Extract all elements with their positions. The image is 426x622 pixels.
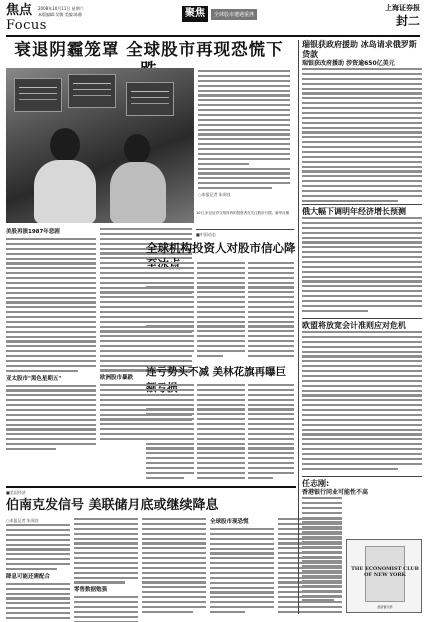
- bottom-col4: [210, 518, 274, 616]
- article-text: [142, 518, 206, 613]
- article-heading: 亚太股市"黑色星期五": [6, 375, 62, 382]
- bottom-kicker: [6, 490, 106, 496]
- masthead-right: [385, 4, 420, 29]
- focus-box: 聚焦: [182, 6, 208, 22]
- focus-banner: [182, 6, 257, 22]
- article-text: [248, 384, 294, 479]
- page-header: [6, 4, 420, 34]
- kicker: ■中国动态: [196, 232, 216, 237]
- article-text: [248, 262, 294, 357]
- article-headline: 连亏势头不减 美林花旗再曝巨: [146, 366, 287, 378]
- center-article-2-col2: [197, 384, 245, 482]
- monitor-icon: [14, 78, 62, 112]
- bottom-col1: [6, 518, 70, 622]
- right-headline: 瑞银获政府援助 冰岛请求俄罗斯贷款: [302, 40, 417, 59]
- lead-article: [198, 70, 290, 198]
- article-text: [6, 524, 70, 570]
- main-headline: 衰退阴霾笼罩 全球股市再现恐慌下: [14, 40, 284, 59]
- person-body: [34, 160, 96, 223]
- article-text: [302, 497, 342, 602]
- article-text: [6, 583, 70, 622]
- center-article-1-col3: [248, 262, 294, 360]
- right-item-4: [302, 479, 422, 604]
- issue-date: 2008年10月11日 星期六: [38, 6, 84, 11]
- center-article-2-col3: [248, 384, 294, 482]
- article-text: [6, 238, 96, 372]
- article-text: [302, 68, 422, 202]
- photo-caption: 10日,东京证券交易所内的投资者在关注股市行情。新华社图: [196, 211, 290, 215]
- article-heading: 美股再演1987年悲剧: [6, 229, 60, 235]
- article-text: [74, 596, 138, 622]
- person-head: [124, 134, 150, 164]
- monitor-icon: [126, 82, 174, 116]
- bottom-headline: 伯南克发信号 美联储月底或继续降息: [6, 498, 219, 513]
- divider: [302, 204, 422, 205]
- center-article-2-col1: [146, 384, 194, 482]
- article-text: [197, 262, 245, 357]
- right-item-1: [302, 40, 422, 205]
- ad-subtitle: 经济俱乐部: [377, 605, 393, 609]
- right-headline: 任志刚:: [302, 479, 330, 488]
- header-rule: [6, 35, 420, 37]
- left-article-1: [6, 228, 96, 453]
- focus-tag: 全球股市遭遇重挫: [211, 9, 257, 20]
- paper-name: 上海证券报: [385, 4, 420, 12]
- divider: [302, 318, 422, 319]
- article-text: [197, 384, 245, 479]
- right-headline: 俄大幅下调明年经济增长预测: [302, 207, 406, 216]
- issue-meta: [38, 6, 84, 18]
- section-divider: [6, 486, 296, 488]
- ad-title: THE ECONOMIST CLUB OF NEW YORK: [351, 566, 419, 578]
- article-text: [6, 385, 96, 451]
- bottom-author: ○本报记者 朱周良: [6, 518, 39, 523]
- right-item-3: [302, 321, 422, 472]
- article-text: [302, 217, 422, 312]
- lead-text: [198, 70, 290, 189]
- bottom-headline-wrap: [6, 498, 296, 514]
- monitor-icon: [68, 74, 116, 108]
- article-text: [210, 528, 274, 613]
- page-label: 封二: [395, 14, 420, 28]
- divider: [302, 476, 422, 477]
- article-subhead: 降息可能还需配合: [6, 573, 51, 580]
- article-text: [146, 262, 194, 357]
- section-name-cn: 焦点: [6, 3, 33, 18]
- article-heading: 欧洲股市暴跌: [100, 375, 134, 382]
- right-item-2: [302, 207, 422, 315]
- right-subhead: 瑞银获改府援助 涉资逾650亿美元: [302, 60, 395, 67]
- center-article-1-col2: [197, 262, 245, 360]
- right-subhead: 香港银行同业可能性不高: [302, 489, 369, 496]
- article-text: [74, 518, 138, 584]
- trading-floor-photo: [6, 68, 194, 223]
- person-body: [110, 162, 166, 223]
- bottom-col3: [142, 518, 206, 616]
- divider: [196, 229, 294, 230]
- bottom-col2: [74, 518, 138, 622]
- person-head: [50, 128, 80, 162]
- kicker: ■美国经济: [6, 490, 26, 495]
- center-article-1-col1: [146, 262, 194, 360]
- article-subhead: 零售数据勉强: [74, 587, 108, 594]
- column-rule: [298, 40, 299, 614]
- article-subhead: 全球股市现恐慌: [210, 519, 249, 525]
- editor-line: 本版编辑:吴敏 美编:陈静: [38, 12, 82, 17]
- article-text: [146, 384, 194, 479]
- lead-author: ○本报记者 朱周良: [198, 191, 231, 197]
- section-name-en: Focus: [6, 18, 47, 33]
- center-article-1-kicker: [196, 232, 294, 238]
- article-text: [302, 331, 422, 470]
- right-headline: 欧盟将放宽会计准则应对危机: [302, 321, 406, 330]
- article-headline: 全球机构投资人对股市信心降: [146, 241, 296, 255]
